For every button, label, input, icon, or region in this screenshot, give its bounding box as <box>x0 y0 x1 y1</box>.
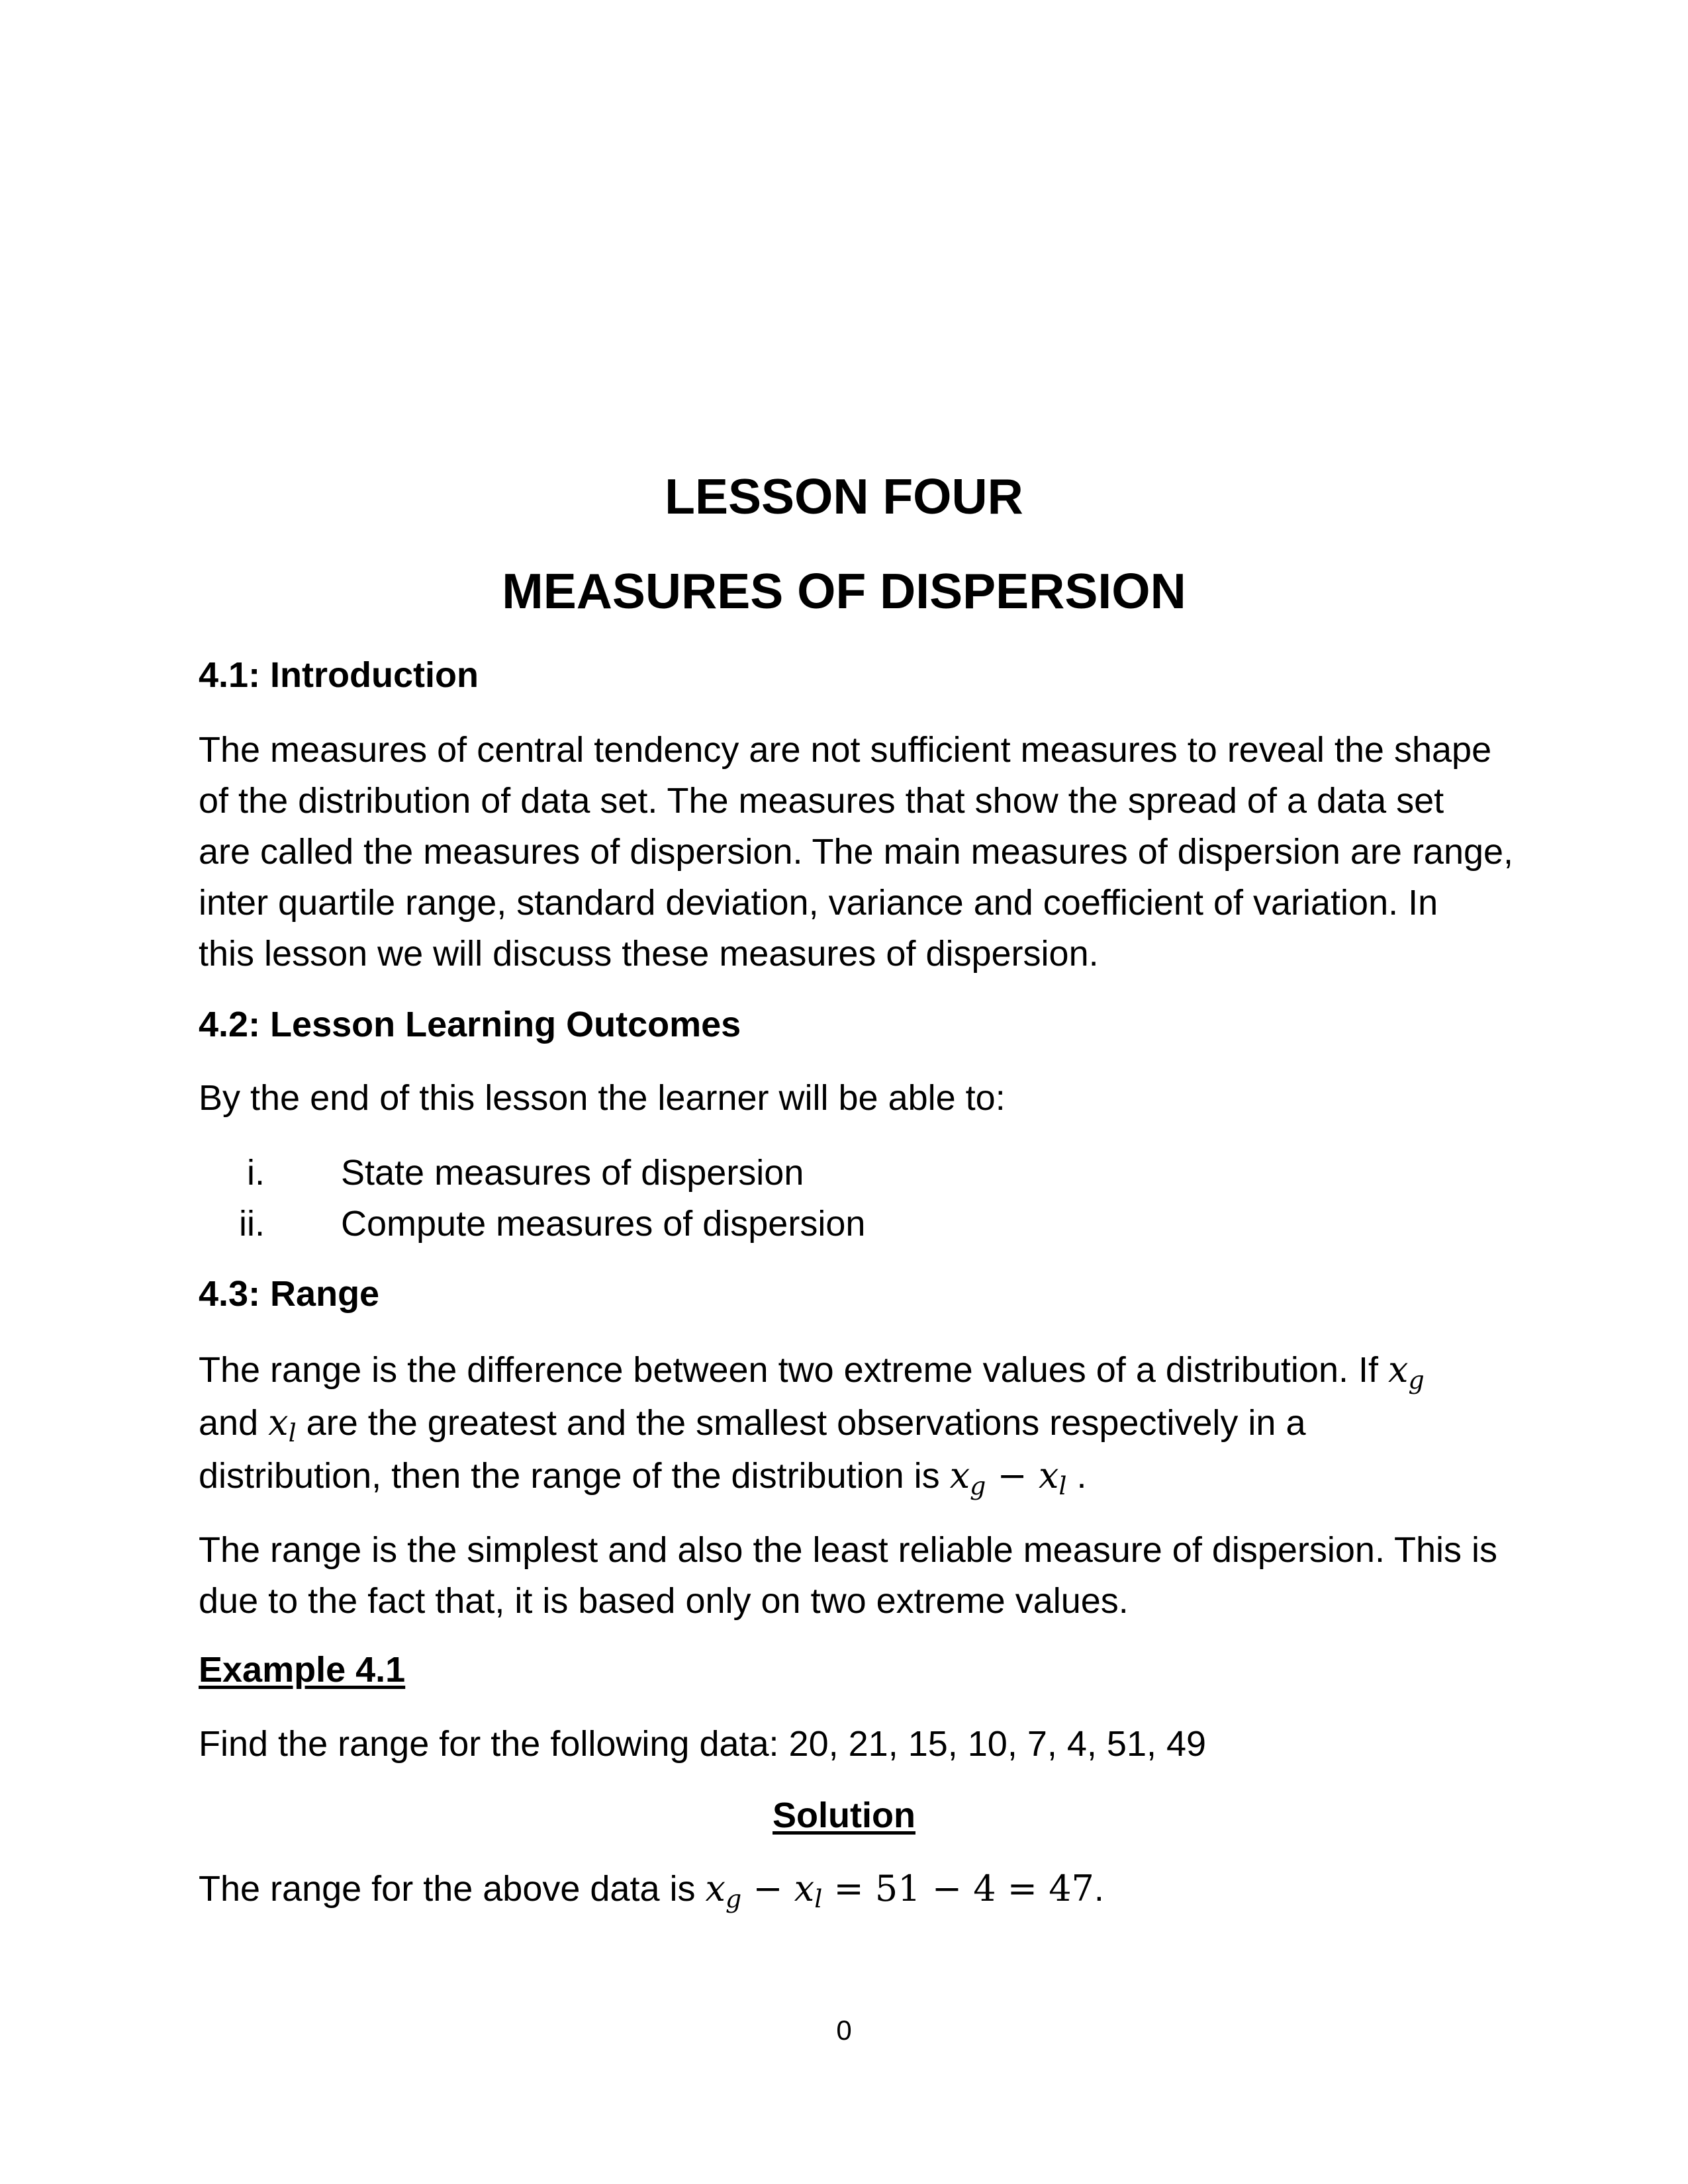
paragraph-line <box>199 1449 1489 1502</box>
example-question: Find the range for the following data: 20, 21, 15, 10, 7, 4, 51, 49 <box>199 1724 1207 1764</box>
paragraph-line: inter quartile range, standard deviation, variance and coefficient of variation. In <box>199 883 1438 923</box>
list-item <box>199 1199 1489 1250</box>
paragraph-line <box>199 1396 1489 1449</box>
range-reliability-paragraph <box>199 1525 1498 1627</box>
math-range-formula: $x_g - x_l$ <box>949 1455 1067 1500</box>
range-definition-paragraph <box>199 1343 1489 1502</box>
page-number: 0 <box>836 2015 852 2046</box>
paragraph-line <box>199 1343 1489 1396</box>
document-page <box>199 0 1514 2184</box>
paragraph-line: The measures of central tendency are not sufficient measures to reveal the shape <box>199 730 1492 770</box>
text-span: are the greatest and the smallest observations respectively in a <box>296 1403 1306 1443</box>
solution-answer <box>199 1863 1489 1915</box>
text-span: . <box>1094 1869 1104 1909</box>
paragraph-line: are called the measures of dispersion. The main measures of dispersion are range, <box>199 832 1514 872</box>
learning-outcomes-list <box>199 1148 1489 1250</box>
math-range-calculation: $x_g - x_l = 51 - 4 = 47$ <box>705 1868 1094 1913</box>
lesson-title: LESSON FOUR <box>665 469 1023 524</box>
paragraph-line: due to the fact that, it is based only on two extreme values. <box>199 1581 1129 1621</box>
text-span: and <box>199 1403 269 1443</box>
text-span: The range for the above data is <box>199 1869 706 1909</box>
learning-outcomes-intro: By the end of this lesson the learner will be able to: <box>199 1078 1006 1118</box>
math-x-least: $x_l$ <box>268 1402 297 1447</box>
section-heading-range: 4.3: Range <box>199 1274 380 1314</box>
list-item-text: Compute measures of dispersion <box>341 1204 866 1244</box>
list-marker: i. <box>247 1153 265 1193</box>
lesson-subtitle: MEASURES OF DISPERSION <box>502 563 1186 619</box>
paragraph-line: The range is the simplest and also the least reliable measure of dispersion. This is <box>199 1530 1498 1570</box>
paragraph-line: of the distribution of data set. The measures that show the spread of a data set <box>199 781 1444 821</box>
section-heading-learning-outcomes: 4.2: Lesson Learning Outcomes <box>199 1005 741 1044</box>
list-item-text: State measures of dispersion <box>341 1153 804 1193</box>
text-span: distribution, then the range of the distribution is <box>199 1456 950 1496</box>
text-span: . <box>1066 1456 1087 1496</box>
solution-heading: Solution <box>773 1796 915 1835</box>
introduction-paragraph <box>199 725 1514 979</box>
text-span: The range is the difference between two extreme values of a distribution. If <box>199 1350 1389 1390</box>
paragraph-line <box>199 1863 1489 1915</box>
example-heading: Example 4.1 <box>199 1650 406 1690</box>
section-heading-introduction: 4.1: Introduction <box>199 655 479 695</box>
paragraph-line: this lesson we will discuss these measures of dispersion. <box>199 934 1099 974</box>
math-x-greatest: $x_g$ <box>1388 1349 1425 1394</box>
list-marker: ii. <box>239 1204 265 1244</box>
list-item <box>199 1148 1489 1199</box>
